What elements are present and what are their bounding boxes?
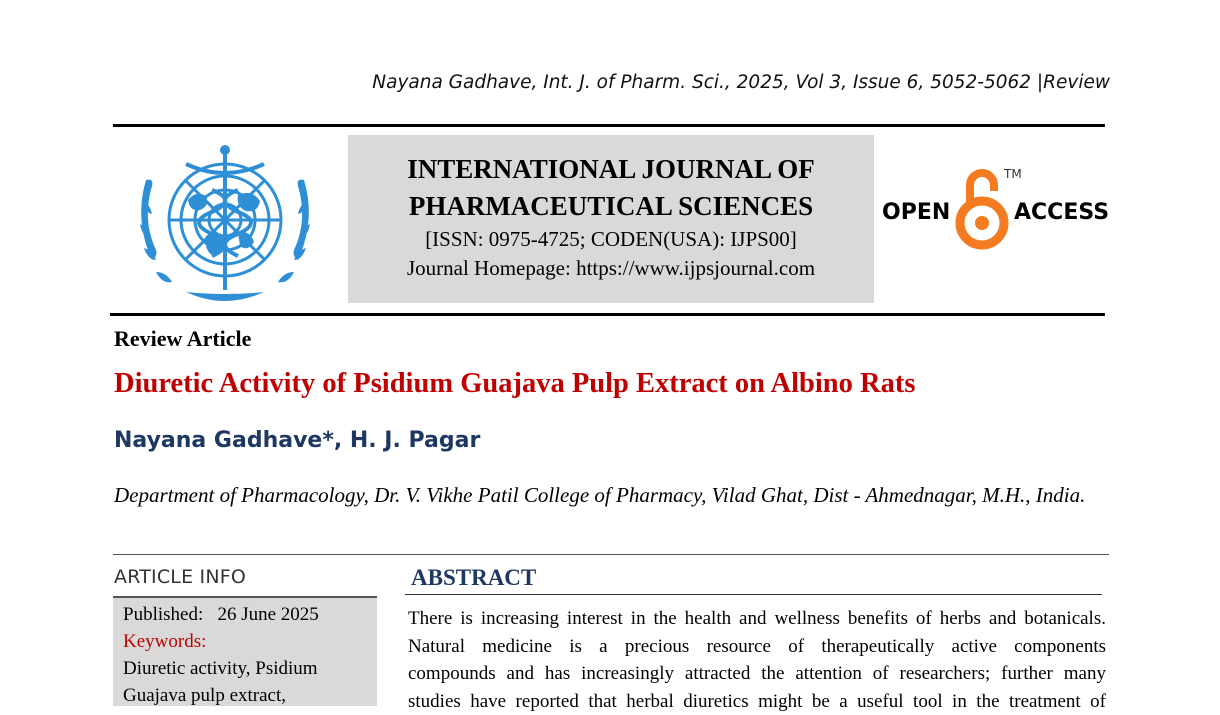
- abstract-line: studies have reported that herbal diuretics might be a useful tool in the treatment of: [408, 688, 1106, 715]
- abstract-heading: ABSTRACT: [411, 565, 536, 591]
- journal-title-line2: PHARMACEUTICAL SCIENCES: [348, 188, 874, 225]
- abstract-line: Natural medicine is a precious resource of therapeutically active components: [408, 633, 1106, 661]
- affiliation-rule: [113, 554, 1109, 555]
- published-row: [123, 601, 377, 628]
- trademark-mark: TM: [1004, 167, 1022, 181]
- abstract-line: There is increasing interest in the health and wellness benefits of herbs and botanicals.: [408, 605, 1106, 633]
- journal-issn: [ISSN: 0975-4725; CODEN(USA): IJPS00]: [348, 225, 874, 254]
- author-affiliation: Department of Pharmacology, Dr. V. Vikhe Patil College of Pharmacy, Vilad Ghat, Dist - Ahmednagar, M.H., India.: [114, 481, 1104, 510]
- journal-logo-icon: [126, 140, 324, 306]
- top-rule: [113, 124, 1105, 127]
- keywords-label: Keywords:: [123, 628, 377, 655]
- keywords-line1: Diuretic activity, Psidium: [123, 655, 377, 682]
- abstract-heading-rule: [405, 594, 1102, 595]
- running-header: Nayana Gadhave, Int. J. of Pharm. Sci., 2025, Vol 3, Issue 6, 5052-5062 |Review: [0, 72, 1110, 93]
- abstract-line: compounds and has increasingly attracted the attention of researchers; further many: [408, 660, 1106, 688]
- keywords-line2: Guajava pulp extract,: [123, 682, 377, 709]
- article-title: Diuretic Activity of Psidium Guajava Pulp Extract on Albino Rats: [114, 368, 915, 400]
- abstract-body: [408, 605, 1106, 715]
- article-type: Review Article: [114, 326, 251, 352]
- open-access-badge: [880, 165, 1110, 255]
- banner-bottom-rule: [110, 313, 1105, 316]
- published-date: 26 June 2025: [217, 604, 318, 625]
- published-label: Published:: [123, 604, 203, 625]
- journal-homepage: Journal Homepage: https://www.ijpsjournal.com: [348, 254, 874, 283]
- article-info-heading: ARTICLE INFO: [114, 566, 246, 588]
- article-authors: Nayana Gadhave*, H. J. Pagar: [114, 428, 480, 453]
- journal-title-line1: INTERNATIONAL JOURNAL OF: [348, 151, 874, 188]
- article-info-box: [113, 596, 377, 706]
- open-lock-icon: [954, 165, 1010, 253]
- journal-banner: [348, 135, 874, 303]
- open-access-word-access: ACCESS: [1014, 200, 1109, 225]
- open-access-word-open: OPEN: [882, 200, 950, 225]
